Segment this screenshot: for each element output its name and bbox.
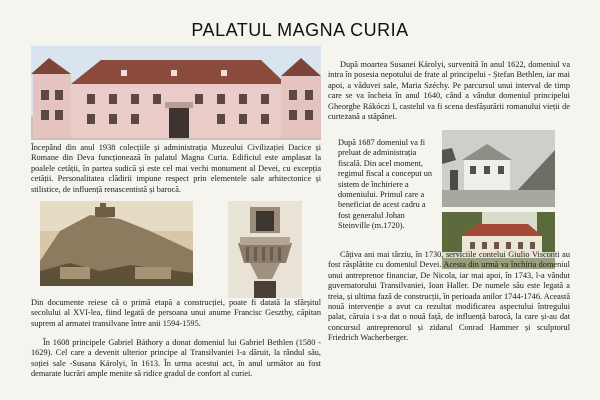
old-palace-photo: [442, 130, 555, 207]
balcony-photo: [228, 201, 302, 298]
palace-photo: [31, 46, 321, 140]
paragraph-fiscal: După 1687 domeniul va fi preluat de administrația fiscală. Din acel moment, regimul fiscal a conceput un sistem de închiriere a domeniului. Primul care a beneficiat de acest cadru a fost generalul Johan Steinville (m.1720).: [338, 138, 432, 231]
hill-castle-photo: [40, 201, 193, 286]
paragraph-visconti: Câțiva ani mai târziu, în 1730, serviciile contelui Giulio Visconti au fost răsplătite cu domeniul Devei. Acesta din urmă va închiria domeniul unui antreprenor financiar, De Nicola, iar mai apoi, în 1743, l-a vândut guvernatorului Transilvaniei, Ioan Haller. De numele său este legată a treia, și ultima fază de construcții, în perioada anilor 1744-1746. Această nouă intervenție a avut ca rezultat modificarea aspectului întregului palat, căruia i s-a dat o nouă față, de influență barocă, la care și-au dat concursul antreprenorul și zidarul Conrad Hammer și sculptorul Friedrich Wacherberger.: [328, 250, 570, 343]
paragraph-bathory: În 1608 principele Gabriel Báthory a donat domeniul lui Gabriel Bethlen (1580 - 1629). Cel care a devenit ulterior principe al Transilvaniei l-a dăruit, la rândul său, soției sale -Susana Károlyi, în 1613. În urma acestui act, în anul următor au fost demarate lucrări ample menite să ridice gradul de confort al curiei.: [31, 338, 321, 379]
paragraph-intro: Începând din anul 1938 colecțiile și administrația Muzeului Civilizației Dacice și Romane din Deva funcționează în palatul Magna Curia. Edificiul este amplasat la poalele cetății, în partea sudică și este cel mai vechi monument al Devei, cu excepția cetății. Personalitatea clădirii impune respect prin elementele sale arhitectonice și stilistice, de influență renascentistă și barocă.: [31, 143, 321, 194]
paragraph-karolyi: După moartea Susanei Károlyi, survenită în anul 1622, domeniul va intra în posesia nepotului de frate al principelui - Ștefan Bethlen, iar mai apoi, a văduvei sale, Maria Széchy. Pe parcursul unui interval de timp care se va încheia în anul 1640, când a vândut domeniul principelui Gheorghe Rákóczi I, castelul va fi scena desfășurării romanului vieții de curtezană a stăpânei.: [328, 60, 570, 122]
paragraph-origins: Din documente reiese că o primă etapă a construcției, poate fi datată la sfârșitul secolului al XVI-lea, fiind legată de persoana unui anume Francisc Geszthy, căpitan suprem al armatei transilvane între anii 1594-1595.: [31, 298, 321, 328]
page-title: PALATUL MAGNA CURIA: [191, 20, 409, 40]
